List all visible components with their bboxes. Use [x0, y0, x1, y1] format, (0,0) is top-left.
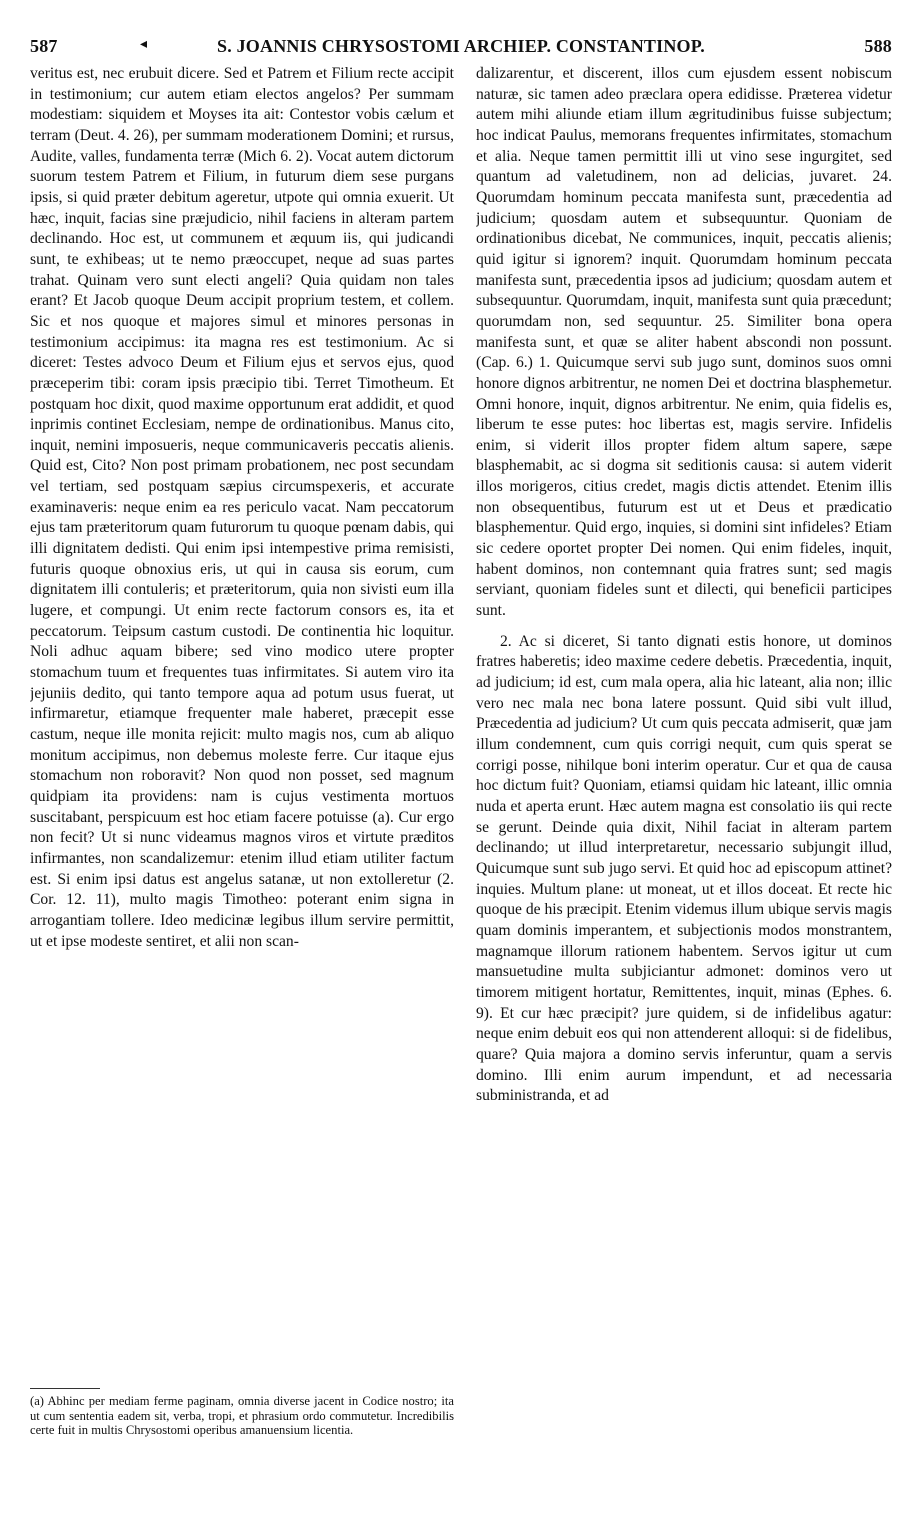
left-paragraph-1: veritus est, nec erubuit dicere. Sed et Patrem et Filium recte accipit in testimonium; cur autem etiam electos angelos? Per summam modestiam: siquidem et Moyses ita ait: Contestor vobis cælum et terram (Deut. 4. 26), per summam moderationem Domini; et rursus, Audite, valles, fundamenta terræ (Mich 6. 2). Vocat autem dictorum suorum testem Patrem et Filium, in futurum diem sese purgans ipsis, si quid præter debitum ageretur, utpote qui omnia exuerit. Ut hæc, inquit, facias sine præjudicio, nihil faciens in alteram partem declinando. Hoc est, ut communem et æquum iis, qui judicandi sunt, te exhibeas; ut te nemo præoccupet, neque ad suas partes trahat. Quinam vero sunt electi angeli? Quia quidam non tales erant? Et Jacob quoque Deum accipit proprium testem, et collem. Sic et nos quoque et majores simul et minores personas in testimonium accipimus: ita magna res est testimonium. Ac si diceret: Testes advoco Deum et Filium ejus et servos ejus, quod præceperim tibi: coram ipsis præcipio tibi. Terret Timotheum. Et postquam hoc dixit, quod maxime opportunum erat addidit, et quod inprimis continet Ecclesiam, nempe de ordinationibus. Manus cito, inquit, nemini imposueris, neque communicaveris peccatis alienis. Quid est, Cito? Non post primam probationem, nec post secundam vel tertiam, sed postquam sæpius circumspexeris, et accurate examinaveris: neque enim ea res periculo vacat. Nam peccatorum ejus tam præteritorum quam futurorum tu quoque pœnam dabis, qui illi dignitatem dedisti. Qui enim ipsi intempestive prima remisisti, futuris quoque obnoxius eris, ut qui in causa sis eorum, cum dignitatem illi contuleris; et præteritorum, quia non sivisti eum illa lugere, et compungi. Ut enim recte factorum consors es, ita et peccatorum. Teipsum castum custodi. De continentia hic loquitur. Noli adhuc aquam bibere; sed vino modico utere propter stomachum tuum et frequentes tuas infirmitates. Si autem viro ita jejuniis dedito, qui tanto tempore aqua ad potum usus fuerat, ut infirmaretur, etiamque frequenter male haberet, præcepit esse castum, neque ille monita rejicit: multo magis nos, cum ab aliquo monitum accipimus, non debemus moleste ferre. Cur itaque ejus stomachum non roboravit? Non quod non posset, sed magnum quidpiam ita providens: nam is cujus vestimenta mortuos suscitabant, perspicuum est hoc etiam facere potuisse (a). Cur ergo non fecit? Ut si nunc videamus magnos viros et virtute præditos infirmantes, non scandalizemur: etenim illud etiam utiliter factum est. Si enim ipsi datus est angelus satanæ, ut non extolleretur (2. Cor. 12. 11), multo magis Timotheo: poterant enim signa in arrogantiam tollere. Ideo medicinæ legibus illum servire permittit, ut et ipse modeste sentiret, et alii non scan-	[30, 65, 454, 950]
running-header	[30, 36, 892, 60]
right-column	[476, 64, 892, 1524]
left-column	[30, 64, 454, 1364]
right-paragraph-1: dalizarentur, et discerent, illos cum ejusdem essent nobiscum naturæ, sic tamen adeo præclara opera edidisse. Præterea videtur autem mihi aliunde etiam illum ægritudinibus fuisse subjectum; hoc indicat Paulus, memorans frequentes infirmitates, stomachum et alia. Neque tamen permittit illi ut vino sese ingurgitet, sed quantum ad valetudinem, non ad delicias, juvaret. 24. Quorumdam hominum peccata manifesta sunt, præcedentia ad judicium; quosdam autem et subsequuntur. Quoniam de ordinationibus dicebat, Ne communices, inquit, peccatis alienis; quid igitur si ignorem? inquit. Quorumdam hominum peccata manifesta sunt, præcedentia ipsos ad judicium; quosdam autem et subsequuntur. Quorumdam, inquit, manifesta sunt quia præcedunt; quorumdam non, sed sequuntur. 25. Similiter bona opera manifesta sunt, et quæ se aliter habent abscondi non possunt. (Cap. 6.) 1. Quicumque servi sub jugo sunt, dominos suos omni honore dignos arbitrentur, ne nomen Dei et doctrina blasphemetur. Omni honore, inquit, dignos arbitrentur. Ne enim, quia fidelis es, liberum te esse putes: hoc libertas est, magis servire. Infidelis enim, si viderit illos propter fidem altum sapere, sæpe blasphemabit, ac si dogma sit seditionis causa: si autem viderit illos morigeros, citius credet, magis dictis attendet. Etenim illis non obsequentibus, futurum est ut et Deus et prædicatio blasphementur. Quid ergo, inquies, si domini sint infideles? Etiam sic cedere oportet propter Dei nomen. Qui enim fideles, inquit, habent dominos, non contemnant quia fratres sunt; sed magis serviant, quoniam fideles sunt et dilecti, qui beneficii participes sunt.	[476, 65, 892, 620]
page-number-left: 587	[30, 36, 58, 56]
page-number-right: 588	[864, 36, 892, 56]
right-paragraph-2: 2. Ac si diceret, Si tanto dignati estis honore, ut dominos fratres haberetis; ideo maxime cedere debetis. Præcedentia, inquit, ad judicium; id est, cum mala opera, alia hic lateant, alia non; illic vero nec mala nec bona latere possunt. Quid sibi vult illud, Præcedentia ad judicium? Ut cum quis peccata admiserit, quæ jam illum condemnent, cum quis corrigi nequit, cum quis sperat se corrigi posse, nihilque boni interim operatur. Cur et qua de causa hoc dictum fuit? Quoniam, etiamsi quidam hic lateant, illic omnia nuda et aperta erunt. Hæc autem magna est consolatio iis qui recte se gerunt. Deinde quia dixit, Nihil faciat in alteram partem declinando; ut illud interpretaretur, necessario subjungit illud, Quicumque sunt sub jugo servi. Et quid hoc ad episcopum attinet? inquies. Multum plane: ut moneat, ut et illos doceat. Et recte hic quoque de his præcipit. Etenim videmus illum ubique servis magis quam dominis imperantem, et subjectionis modos monstrantem, magnamque illorum rationem habentem. Servos igitur ut cum mansuetudine multa subjiciantur admonet: dominos vero ut timorem mitigent hortatur, Remittentes, inquit, minas (Ephes. 6. 9). Et cur hæc præcipit? jure quidem, si de infidelibus agatur: neque enim debuit eos qui non attenderent alloqui: si de fidelibus, quare? Quia majora a domino servis inferuntur, quam a servis domino. Illi enim aurum impendunt, et ad necessaria subministranda, et ad	[476, 632, 892, 1105]
header-mark: ◂	[140, 37, 148, 52]
footnote: (a) Abhinc per mediam ferme paginam, omnia diverse jacent in Codice nostro; ita ut cum sententia eadem sit, verba, tropi, et phrasium ordo commutetur. Incredibilis certe fuit in multis Chrysostomi operibus amanuensium licentia.	[30, 1394, 454, 1437]
running-title: S. JOANNIS CHRYSOSTOMI ARCHIEP. CONSTANTINOP.	[217, 36, 705, 56]
footnote-rule	[30, 1388, 100, 1389]
